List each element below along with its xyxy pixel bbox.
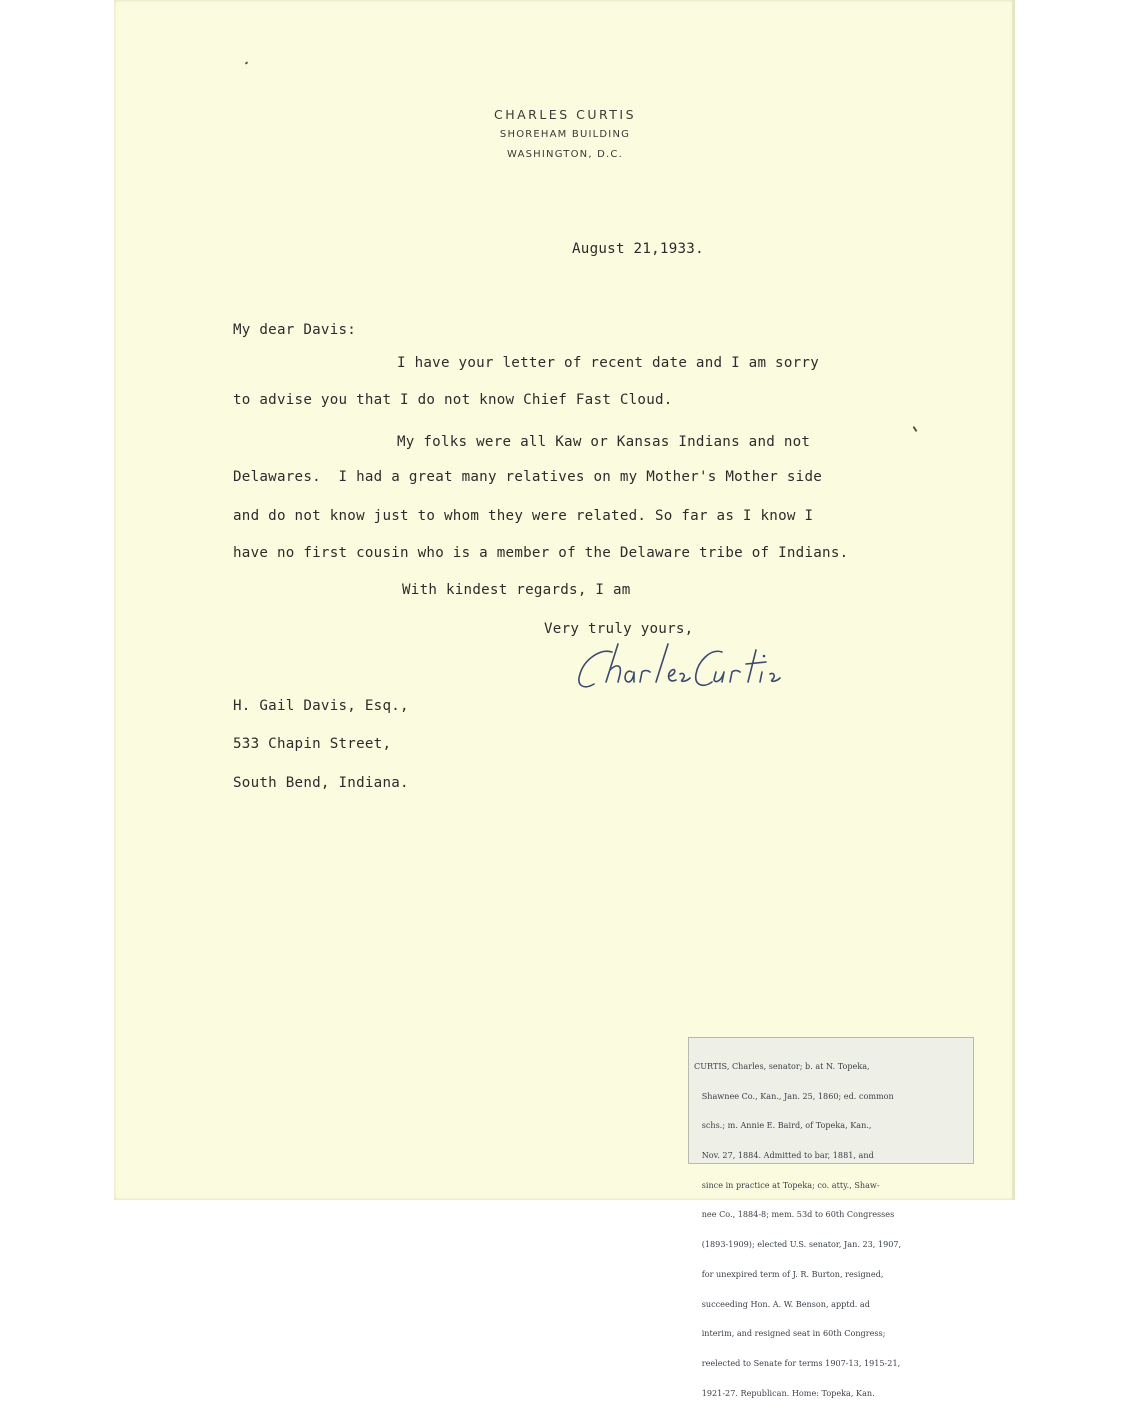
clipping-line: Shawnee Co., Kan., Jan. 25, 1860; ed. common	[694, 1090, 894, 1101]
biography-clipping	[688, 1037, 974, 1398]
letterhead-building: SHOREHAM BUILDING	[499, 129, 631, 140]
clipping-line: succeeding Hon. A. W. Benson, apptd. ad	[694, 1298, 870, 1309]
handwritten-signature	[570, 630, 840, 700]
letterhead-city: WASHINGTON, D.C.	[507, 149, 623, 160]
addressee-name: H. Gail Davis, Esq.,	[233, 698, 409, 714]
paragraph-3: With kindest regards, I am	[402, 582, 631, 598]
paragraph-1-line-1: I have your letter of recent date and I am sorry	[397, 355, 819, 371]
letter-date: August 21,1933.	[572, 241, 704, 257]
clipping-line: since in practice at Topeka; co. atty., Shaw-	[694, 1179, 880, 1190]
paragraph-2-line-4: have no first cousin who is a member of the Delaware tribe of Indians.	[233, 545, 849, 561]
salutation: My dear Davis:	[233, 322, 357, 338]
paragraph-2-line-2: Delawares. I had a great many relatives on my Mother's Mother side	[233, 469, 823, 485]
paragraph-1-line-2: to advise you that I do not know Chief Fast Cloud.	[233, 392, 673, 408]
clipping-line: 1921-27. Republican. Home: Topeka, Kan.	[694, 1387, 875, 1398]
clipping-line: Nov. 27, 1884. Admitted to bar, 1881, and	[694, 1149, 874, 1160]
clipping-line: nee Co., 1884-8; mem. 53d to 60th Congresses	[694, 1209, 895, 1220]
addressee-street: 533 Chapin Street,	[233, 736, 392, 752]
letterhead-name: CHARLES CURTIS	[493, 107, 637, 122]
paragraph-2-line-3: and do not know just to whom they were related. So far as I know I	[233, 508, 814, 524]
clipping-line: (1893-1909); elected U.S. senator, Jan. 23, 1907,	[694, 1239, 902, 1250]
letterhead	[450, 105, 680, 165]
clipping-line: schs.; m. Annie E. Baird, of Topeka, Kan.,	[694, 1120, 872, 1131]
paragraph-2-line-1: My folks were all Kaw or Kansas Indians and not	[397, 434, 811, 450]
clipping-line: for unexpired term of J. R. Burton, resigned,	[694, 1268, 884, 1279]
addressee-city: South Bend, Indiana.	[233, 775, 409, 791]
clipping-line: interim, and resigned seat in 60th Congress;	[694, 1328, 886, 1339]
sheet-edge	[1012, 0, 1015, 1200]
letter-sheet	[114, 0, 1014, 1200]
closing: Very truly yours,	[544, 621, 694, 637]
clipping-line: CURTIS, Charles, senator; b. at N. Topeka,	[694, 1060, 870, 1071]
clipping-line: reelected to Senate for terms 1907-13, 1915-21,	[694, 1358, 901, 1368]
